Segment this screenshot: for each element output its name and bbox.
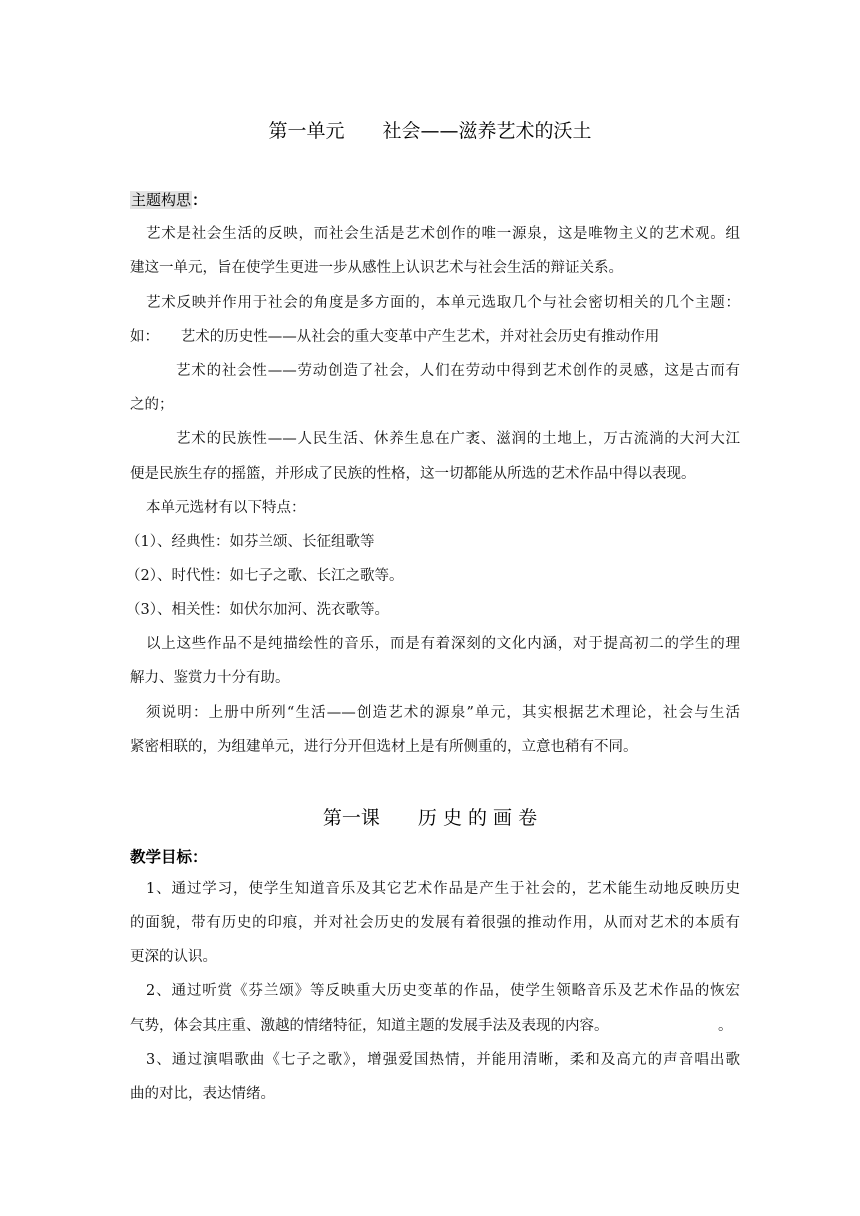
list-item: （3）、相关性：如伏尔加河、洗衣歌等。 (126, 602, 389, 618)
list-item: （1）、经典性：如芬兰颂、长征组歌等 (126, 534, 375, 550)
paragraph-line: 艺术反映并作用于社会的角度是多方面的，本单元选取几个与社会密切相关的几个主题： (146, 295, 740, 311)
paragraph-line: 1、通过学习，使学生知道音乐及其它艺术作品是产生于社会的，艺术能生动地反映历史 (146, 881, 740, 897)
paragraph-line: 曲的对比，表达情绪。 (130, 1086, 275, 1102)
paragraph-line: 气势，体会其庄重、激越的情绪特征，知道主题的发展手法及表现的内容。 (130, 1018, 609, 1034)
paragraph-line: 的面貌，带有历史的印痕，并对社会历史的发展有着很强的推动作用，从而对艺术的本质有 (130, 915, 740, 931)
theme-heading-colon: ： (192, 191, 208, 209)
paragraph-line: 3、通过演唱歌曲《七子之歌》，增强爱国热情，并能用清晰，柔和及高亢的声音唱出歌 (146, 1052, 740, 1068)
goals-heading: 教学目标： (130, 848, 208, 866)
stray-period: 。 (718, 1018, 733, 1034)
paragraph-line: 如： 艺术的历史性——从社会的重大变革中产生艺术，并对社会历史有推动作用 (130, 329, 660, 345)
paragraph-line: 更深的认识。 (130, 949, 217, 965)
paragraph-line: 建这一单元，旨在使学生更进一步从感性上认识艺术与社会生活的辩证关系。 (130, 260, 623, 276)
unit-title: 第一单元 社会——滋养艺术的沃土 (268, 120, 592, 142)
paragraph-line: 须说明：上册中所列“生活——创造艺术的源泉”单元，其实根据艺术理论，社会与生活 (146, 705, 740, 721)
paragraph-line: 2、通过听赏《芬兰颂》等反映重大历史变革的作品，使学生领略音乐及艺术作品的恢宏 (146, 983, 740, 999)
paragraph-line: 艺术的社会性——劳动创造了社会，人们在劳动中得到艺术创作的灵感，这是古而有 (176, 363, 740, 379)
paragraph-line: 紧密相联的，为组建单元，进行分开但选材上是有所侧重的，立意也稍有不同。 (130, 739, 638, 755)
paragraph-line: 以上这些作品不是纯描绘性的音乐，而是有着深刻的文化内涵，对于提高初二的学生的理 (146, 636, 740, 652)
paragraph-line: 之的； (130, 397, 174, 413)
paragraph-line: 艺术的民族性——人民生活、休养生息在广袤、滋润的土地上，万古流淌的大河大江 (176, 431, 740, 447)
paragraph-line: 本单元选材有以下特点： (146, 500, 306, 516)
paragraph-line: 解力、鉴赏力十分有助。 (130, 670, 290, 686)
paragraph-line: 便是民族生存的摇篮，并形成了民族的性格，这一切都能从所选的艺术作品中得以表现。 (130, 466, 696, 482)
lesson-title: 第一课 历 史 的 画 卷 (322, 807, 538, 829)
paragraph-line: 艺术是社会生活的反映，而社会生活是艺术创作的唯一源泉，这是唯物主义的艺术观。组 (146, 226, 740, 242)
theme-heading (130, 189, 207, 210)
list-item: （2）、时代性：如七子之歌、长江之歌等。 (126, 568, 404, 584)
theme-heading-label: 主题构思 (131, 191, 192, 209)
